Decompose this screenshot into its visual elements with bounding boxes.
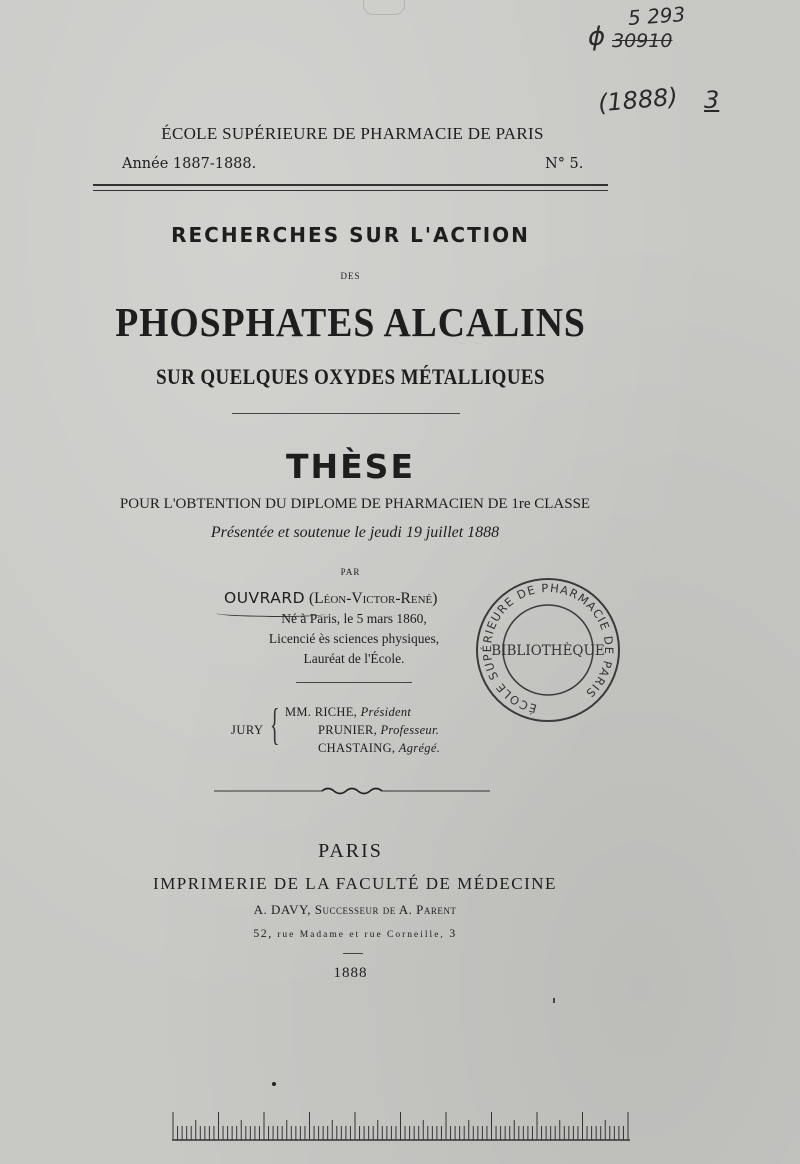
imprint-address: 52, rue Madame et rue Corneille, 3	[253, 926, 457, 940]
handwritten-prefix-glyph: ɸ	[588, 22, 606, 52]
imprint-year: 1888	[333, 965, 368, 981]
thesis-number: N° 5.	[545, 156, 584, 172]
header-double-rule	[93, 184, 608, 191]
imprint-printer: IMPRIMERIE DE LA FACULTÉ DE MÉDECINE	[153, 874, 557, 893]
faint-bleed-mark	[363, 0, 405, 15]
academic-year: Année 1887-1888.	[122, 156, 257, 172]
jury-brace: {	[270, 700, 280, 749]
author-licence: Licencié ès sciences physiques,	[268, 631, 440, 646]
author-laureate: Lauréat de l'École.	[303, 651, 405, 666]
author-surname: OUVRARD	[224, 589, 306, 607]
ornamental-rule	[214, 785, 490, 797]
title-main: PHOSPHATES ALCALINS	[115, 299, 586, 345]
school-name: ÉCOLE SUPÉRIEURE DE PHARMACIE DE PARIS	[161, 124, 544, 143]
title-line-1: RECHERCHES SUR L'ACTION	[171, 223, 530, 247]
author-birth: Né à Paris, le 5 mars 1860,	[281, 611, 427, 626]
author-given-names: (Léon-Victor-René)	[308, 590, 438, 607]
title-divider	[232, 413, 460, 414]
jury-member: MM. RICHE, Président	[285, 705, 412, 719]
library-stamp	[474, 575, 622, 725]
title-line-3: SUR QUELQUES OXYDES MÉTALLIQUES	[156, 364, 545, 389]
year-dash	[343, 953, 363, 954]
imprint-city: PARIS	[318, 840, 383, 862]
handwritten-crossed-number: 30910	[612, 30, 673, 52]
thesis-purpose: POUR L'OBTENTION DU DIPLOME DE PHARMACIEN DE 1re CLASSE	[119, 496, 591, 512]
ink-dot	[553, 998, 555, 1003]
imprint-successor: A. DAVY, Successeur de A. Parent	[253, 902, 457, 917]
ink-dot	[272, 1082, 276, 1086]
handwritten-side-digit: 3	[704, 86, 720, 114]
title-des: DES	[340, 271, 361, 281]
jury-label: JURY	[231, 723, 264, 737]
handwritten-top-number: 5 293	[627, 2, 687, 30]
these-heading: THÈSE	[286, 447, 415, 486]
stamp-ring-text: ÉCOLE SUPÉRIEURE DE PHARMACIE DE PARIS	[479, 580, 617, 716]
jury-member: CHASTAING, Agrégé.	[318, 741, 441, 755]
handwritten-year-note: (1888)	[596, 82, 679, 118]
stamp-center-text: BIBLIOTHÈQUE	[491, 643, 605, 659]
scale-ruler	[172, 1108, 630, 1142]
thesis-presented: Présentée et soutenue le jeudi 19 juillet 1888	[210, 524, 500, 541]
author-name	[224, 589, 437, 608]
par-label: PAR	[340, 567, 361, 577]
jury-member: PRUNIER, Professeur.	[318, 723, 440, 737]
author-divider	[296, 682, 412, 683]
